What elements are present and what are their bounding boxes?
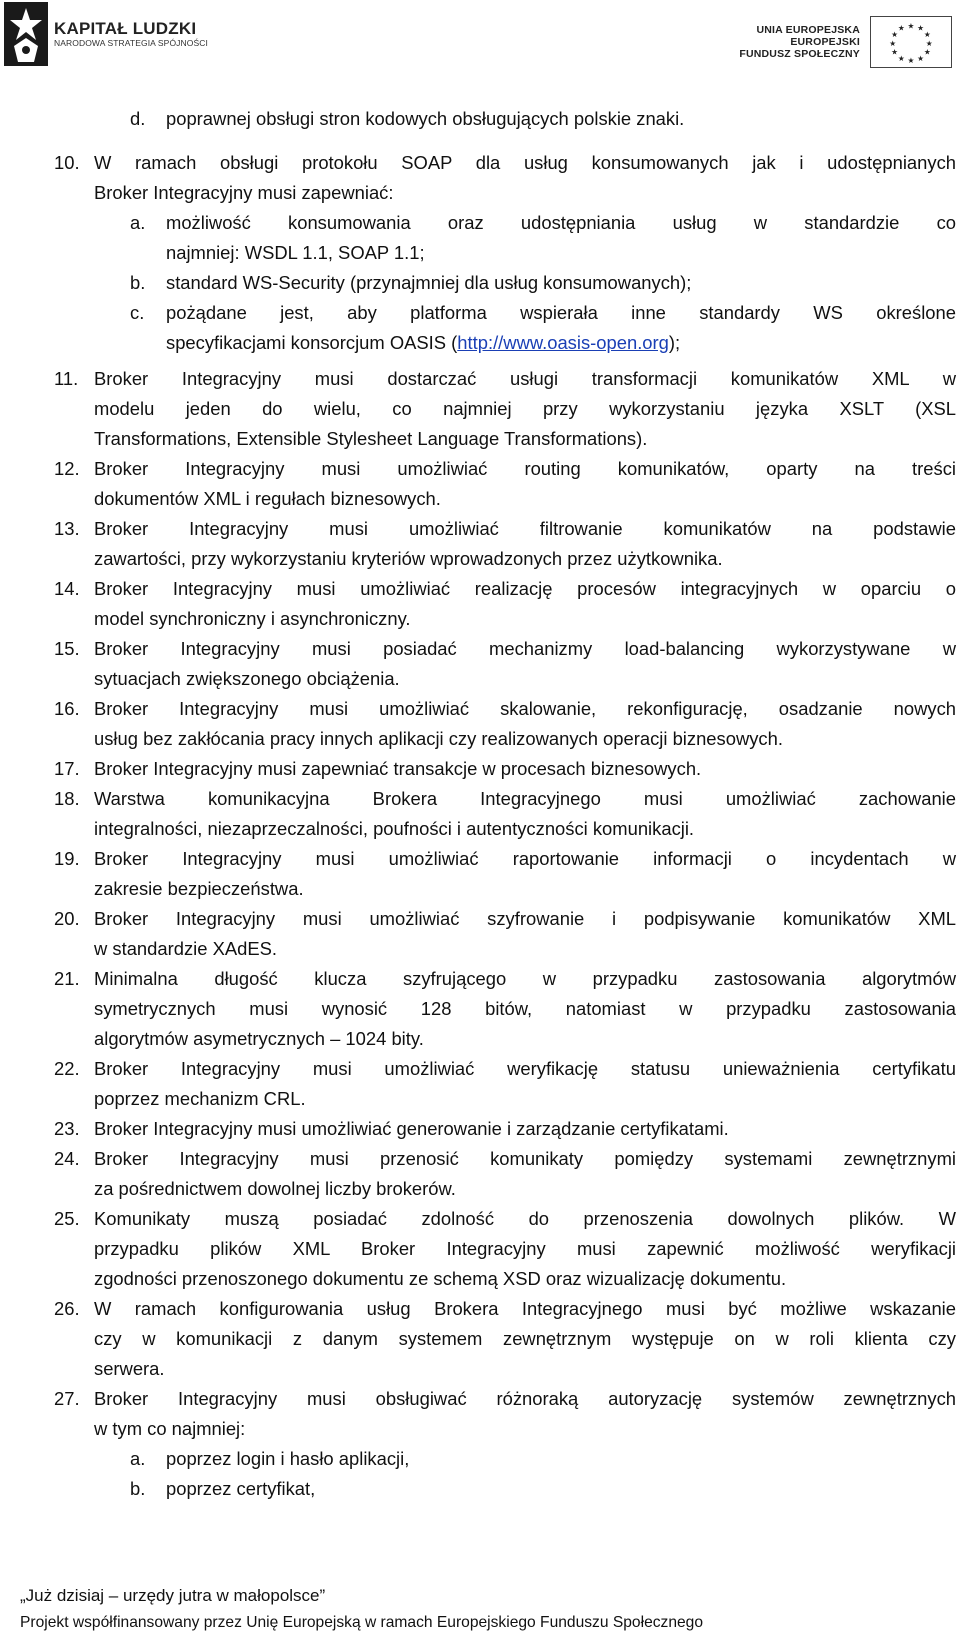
list-item xyxy=(0,1264,960,1294)
svg-text:★: ★ xyxy=(923,47,931,57)
list-item-10-a xyxy=(0,208,960,238)
kapital-ludzki-title: KAPITAŁ LUDZKI xyxy=(54,19,197,38)
sub-label: b. xyxy=(130,272,146,293)
list-item xyxy=(0,664,960,694)
footer-slogan: „Już dzisiaj – urzędy jutra w małopolsce” xyxy=(20,1586,326,1605)
list-item xyxy=(0,364,960,394)
item-number: 16. xyxy=(54,698,80,719)
svg-text:★: ★ xyxy=(925,38,933,48)
item-number: 24. xyxy=(54,1148,80,1169)
sub-label: b. xyxy=(130,1478,146,1499)
list-item xyxy=(0,634,960,664)
list-item xyxy=(0,964,960,994)
item-text-line: sytuacjach zwiększonego obciążenia. xyxy=(94,668,400,689)
item-number: 14. xyxy=(54,578,80,599)
list-item-10-b xyxy=(0,268,960,298)
item-text-line: przypadku plików XML Broker Integracyjny musi zapewnić możliwość weryfikacji xyxy=(94,1238,956,1259)
svg-text:★: ★ xyxy=(923,30,931,40)
item-number: 25. xyxy=(54,1208,80,1229)
footer-project-note: Projekt współfinansowany przez Unię Europejską w ramach Europejskiego Funduszu Społecznego xyxy=(20,1614,704,1631)
list-item xyxy=(0,484,960,514)
list-item-10 xyxy=(0,148,960,178)
item-text-line: zakresie bezpieczeństwa. xyxy=(94,878,304,899)
item-text-line: Broker Integracyjny musi dostarczać usługi transformacji komunikatów XML w xyxy=(94,368,956,389)
item-number: 27. xyxy=(54,1388,80,1409)
item-number: 19. xyxy=(54,848,80,869)
sub-label: c. xyxy=(130,302,145,323)
svg-text:★: ★ xyxy=(891,47,899,57)
list-item xyxy=(0,394,960,424)
item-text-line: Broker Integracyjny musi umożliwiać skalowanie, rekonfigurację, osadzanie nowych xyxy=(94,698,956,719)
list-item xyxy=(0,514,960,544)
item-text-line: w tym co najmniej: xyxy=(94,1418,246,1439)
item-text-line: Broker Integracyjny musi zapewniać transakcje w procesach biznesowych. xyxy=(94,758,702,779)
item-text-line: Broker Integracyjny musi przenosić komunikaty pomiędzy systemami zewnętrznymi xyxy=(94,1148,956,1169)
item-number: 21. xyxy=(54,968,80,989)
list-item xyxy=(0,1324,960,1354)
sub-text: pożądane jest, aby platforma wspierała inne standardy WS określone xyxy=(166,302,956,323)
sub-text: możliwość konsumowania oraz udostępniania usług w standardzie co xyxy=(166,212,956,233)
list-item xyxy=(0,1114,960,1144)
item-number: 12. xyxy=(54,458,80,479)
item-number: 23. xyxy=(54,1118,80,1139)
sub-label: a. xyxy=(130,212,146,233)
item-number: 10. xyxy=(54,152,80,173)
eu-flag-icon xyxy=(870,16,952,68)
item-number: 20. xyxy=(54,908,80,929)
list-item xyxy=(0,1054,960,1084)
list-item xyxy=(0,1294,960,1324)
item-text-line: usług bez zakłócania pracy innych aplikacji czy realizowanych operacji biznesowych. xyxy=(94,728,783,749)
item-text-line: integralności, niezaprzeczalności, poufności i autentyczności komunikacji. xyxy=(94,818,695,839)
item-text-line: Transformations, Extensible Stylesheet Language Transformations). xyxy=(94,428,648,449)
item-number: 15. xyxy=(54,638,80,659)
svg-text:★: ★ xyxy=(907,21,915,31)
eu-logo xyxy=(739,16,952,68)
item-text-line: symetrycznych musi wynosić 128 bitów, natomiast w przypadku zastosowania xyxy=(94,998,956,1019)
list-item xyxy=(0,934,960,964)
sub-text-pre: specyfikacjami konsorcjum OASIS ( xyxy=(166,332,458,353)
sub-label: d. xyxy=(130,108,146,129)
item-text-line: W ramach konfigurowania usług Brokera Integracyjnego musi być możliwe wskazanie xyxy=(94,1298,956,1319)
sub-label: a. xyxy=(130,1448,146,1469)
list-item xyxy=(0,784,960,814)
page-header xyxy=(0,0,960,74)
svg-text:★: ★ xyxy=(907,56,915,66)
item-text-line: modelu jeden do wielu, co najmniej przy wykorzystaniu języka XSLT (XSL xyxy=(94,398,956,419)
item-text-line: algorytmów asymetrycznych – 1024 bity. xyxy=(94,1028,424,1049)
eu-logo-line3: FUNDUSZ SPOŁECZNY xyxy=(739,48,860,60)
spacer xyxy=(0,134,960,148)
item-text-line: Broker Integracyjny musi umożliwiać weryfikację statusu unieważnienia certyfikatu xyxy=(94,1058,956,1079)
item-text-line: zawartości, przy wykorzystaniu kryteriów wprowadzonych przez użytkownika. xyxy=(94,548,723,569)
eu-logo-line2: EUROPEJSKI xyxy=(790,36,860,48)
svg-text:★: ★ xyxy=(917,54,925,64)
item-number: 26. xyxy=(54,1298,80,1319)
item-text-line: Broker Integracyjny musi umożliwiać filtrowanie komunikatów na podstawie xyxy=(94,518,956,539)
list-item-10-c xyxy=(0,298,960,328)
sub-text: poprzez certyfikat, xyxy=(166,1478,316,1499)
item-text-line: Minimalna długość klucza szyfrującego w przypadku zastosowania algorytmów xyxy=(94,968,956,989)
item-text-line: serwera. xyxy=(94,1358,165,1379)
list-item-27-a xyxy=(0,1444,960,1474)
svg-text:★: ★ xyxy=(891,30,899,40)
list-item xyxy=(0,1084,960,1114)
list-item-10-a-cont xyxy=(0,238,960,268)
eu-logo-line1: UNIA EUROPEJSKA xyxy=(756,24,860,36)
item-text-line: w standardzie XAdES. xyxy=(94,938,277,959)
svg-text:★: ★ xyxy=(889,38,897,48)
list-item xyxy=(0,904,960,934)
list-item xyxy=(0,874,960,904)
list-item xyxy=(0,454,960,484)
item-text-line: czy w komunikacji z danym systemem zewnętrznym występuje on w roli klienta czy xyxy=(94,1328,956,1349)
numbered-list xyxy=(0,364,960,1444)
list-item xyxy=(0,1024,960,1054)
item-number: 11. xyxy=(54,368,79,389)
item-number: 17. xyxy=(54,758,80,779)
list-item xyxy=(0,544,960,574)
list-item xyxy=(0,1174,960,1204)
list-item xyxy=(0,994,960,1024)
item-text-line: poprzez mechanizm CRL. xyxy=(94,1088,306,1109)
item-text-line: dokumentów XML i regułach biznesowych. xyxy=(94,488,441,509)
list-item-27-b xyxy=(0,1474,960,1504)
item-text-line: Broker Integracyjny musi umożliwiać routing komunikatów, oparty na treści xyxy=(94,458,956,479)
item-text-line: Broker Integracyjny musi umożliwiać raportowanie informacji o incydentach w xyxy=(94,848,956,869)
sub-text: standard WS-Security (przynajmniej dla usług konsumowanych); xyxy=(166,272,692,293)
sub-text: poprawnej obsługi stron kodowych obsługujących polskie znaki. xyxy=(166,108,685,129)
list-item xyxy=(0,754,960,784)
item-text-line: W ramach obsługi protokołu SOAP dla usług konsumowanych jak i udostępnianych xyxy=(94,152,956,173)
item-text-line: Broker Integracyjny musi umożliwiać szyfrowanie i podpisywanie komunikatów XML xyxy=(94,908,956,929)
list-item xyxy=(0,1384,960,1414)
kapital-ludzki-logo xyxy=(4,2,208,66)
item-number: 18. xyxy=(54,788,80,809)
item-text-line: Broker Integracyjny musi obsługiwać różnoraką autoryzację systemów zewnętrznych xyxy=(94,1388,956,1409)
list-item xyxy=(0,814,960,844)
svg-text:★: ★ xyxy=(897,23,905,33)
document-body xyxy=(0,104,960,1504)
list-item xyxy=(0,694,960,724)
item-text-line: Komunikaty muszą posiadać zdolność do przenoszenia dowolnych plików. W xyxy=(94,1208,956,1229)
list-item xyxy=(0,1354,960,1384)
item-text-line: Warstwa komunikacyjna Brokera Integracyjnego musi umożliwiać zachowanie xyxy=(94,788,956,809)
list-item xyxy=(0,724,960,754)
item-text-line: Broker Integracyjny musi posiadać mechanizmy load-balancing wykorzystywane w xyxy=(94,638,956,659)
kapital-ludzki-emblem-icon xyxy=(4,2,48,66)
sub-text: najmniej: WSDL 1.1, SOAP 1.1; xyxy=(166,242,425,263)
sub-text: poprzez login i hasło aplikacji, xyxy=(166,1448,410,1469)
list-item-10-cont xyxy=(0,178,960,208)
item-text-line: za pośrednictwem dowolnej liczby brokerów. xyxy=(94,1178,456,1199)
item-text-line: zgodności przenoszonego dokumentu ze schemą XSD oraz wizualizację dokumentu. xyxy=(94,1268,787,1289)
list-item xyxy=(0,1414,960,1444)
svg-text:★: ★ xyxy=(917,23,925,33)
item-text-line: Broker Integracyjny musi umożliwiać realizację procesów integracyjnych w oparciu o xyxy=(94,578,956,599)
list-item xyxy=(0,424,960,454)
list-item-sub-d xyxy=(0,104,960,134)
item-number: 13. xyxy=(54,518,80,539)
sub-text-post: ); xyxy=(668,332,681,353)
list-item xyxy=(0,844,960,874)
kapital-ludzki-subtitle: NARODOWA STRATEGIA SPÓJNOŚCI xyxy=(54,38,208,48)
item-text-line: model synchroniczny i asynchroniczny. xyxy=(94,608,411,629)
svg-text:★: ★ xyxy=(897,54,905,64)
sub-text xyxy=(166,328,956,358)
list-item-10-c-cont xyxy=(0,328,960,358)
list-item xyxy=(0,574,960,604)
list-item xyxy=(0,1144,960,1174)
list-item xyxy=(0,1204,960,1234)
item-text-line: Broker Integracyjny musi umożliwiać generowanie i zarządzanie certyfikatami. xyxy=(94,1118,729,1139)
item-number: 22. xyxy=(54,1058,80,1079)
list-item xyxy=(0,604,960,634)
item-text-line: Broker Integracyjny musi zapewniać: xyxy=(94,182,394,203)
list-item xyxy=(0,1234,960,1264)
oasis-link[interactable]: http://www.oasis-open.org xyxy=(457,332,669,353)
